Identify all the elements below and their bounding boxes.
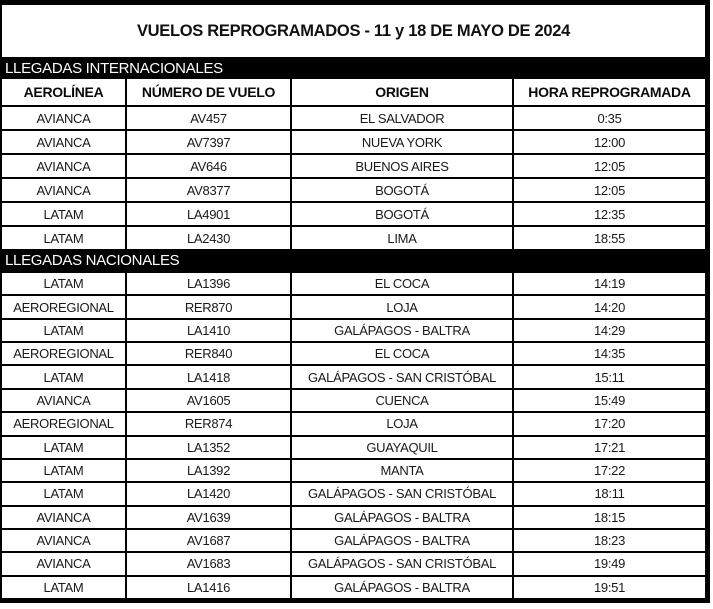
cell-time: 14:19 [512,273,705,294]
cell-origin: EL SALVADOR [290,107,512,129]
section-header-bar [2,57,705,79]
cell-flight: AV1605 [125,390,290,411]
cell-origin: LIMA [290,227,512,249]
cell-origin: GALÁPAGOS - BALTRA [290,577,512,598]
cell-flight: AV1683 [125,553,290,574]
cell-time: 12:05 [512,155,705,177]
cell-flight: LA1352 [125,437,290,458]
column-header-origin: ORIGEN [290,79,512,105]
cell-flight: LA1418 [125,366,290,387]
cell-airline: LATAM [43,230,84,246]
cell-airline: LATAM [43,486,84,502]
table-row [2,153,705,177]
cell-origin: GALÁPAGOS - BALTRA [290,507,512,528]
cell-origin: GALÁPAGOS - BALTRA [290,320,512,341]
cell-airline: LATAM [43,369,84,385]
cell-airline: AEROREGIONAL [13,416,114,432]
page-title: VUELOS REPROGRAMADOS - 11 y 18 DE MAYO DE 2024 [136,21,571,40]
table-row [2,364,705,387]
cell-time: 17:20 [512,413,705,434]
cell-origin: BOGOTÁ [290,179,512,201]
cell-airline: LATAM [43,439,84,455]
column-header-row [2,79,705,105]
cell-time: 12:35 [512,203,705,225]
cell-flight: AV7397 [125,131,290,153]
cell-flight: RER870 [125,296,290,317]
cell-airline: AVIANCA [36,533,91,549]
cell-time: 12:00 [512,131,705,153]
section-label: LLEGADAS NACIONALES [5,251,180,269]
cell-flight: AV1639 [125,507,290,528]
cell-flight: LA2430 [125,227,290,249]
table-row [2,551,705,574]
cell-airline: LATAM [43,322,84,338]
section-label: LLEGADAS INTERNACIONALES [5,59,223,77]
cell-origin: MANTA [290,460,512,481]
cell-flight: RER840 [125,343,290,364]
cell-origin: EL COCA [290,273,512,294]
table-row [2,341,705,364]
cell-flight: LA1392 [125,460,290,481]
cell-origin: LOJA [290,413,512,434]
cell-airline: AVIANCA [36,134,91,150]
cell-time: 14:35 [512,343,705,364]
cell-flight: LA1420 [125,483,290,504]
cell-airline: AVIANCA [36,182,91,198]
cell-airline: AVIANCA [36,556,91,572]
cell-time: 14:29 [512,320,705,341]
section-0 [2,57,705,249]
cell-airline: LATAM [43,276,84,292]
cell-airline: AVIANCA [36,509,91,525]
cell-origin: BUENOS AIRES [290,155,512,177]
table-row [2,575,705,598]
column-header-flight: NÚMERO DE VUELO [125,79,290,105]
table-row [2,201,705,225]
cell-time: 15:11 [512,366,705,387]
cell-origin: GALÁPAGOS - SAN CRISTÓBAL [290,366,512,387]
cell-airline: LATAM [43,579,84,595]
cell-origin: CUENCA [290,390,512,411]
cell-flight: AV8377 [125,179,290,201]
table-row [2,388,705,411]
table-row [2,225,705,249]
cell-flight: AV646 [125,155,290,177]
cell-time: 0:35 [512,107,705,129]
cell-flight: LA1396 [125,273,290,294]
table-row [2,177,705,201]
cell-time: 18:23 [512,530,705,551]
cell-time: 19:51 [512,577,705,598]
title-band [2,5,705,57]
cell-flight: RER874 [125,413,290,434]
table-row [2,129,705,153]
cell-flight: AV1687 [125,530,290,551]
table-row [2,294,705,317]
cell-airline: AVIANCA [36,158,91,174]
cell-time: 19:49 [512,553,705,574]
cell-time: 14:20 [512,296,705,317]
cell-time: 17:22 [512,460,705,481]
table-row [2,528,705,551]
cell-time: 18:11 [512,483,705,504]
cell-time: 15:49 [512,390,705,411]
cell-origin: BOGOTÁ [290,203,512,225]
cell-airline: AEROREGIONAL [13,346,114,362]
cell-airline: LATAM [43,206,84,222]
cell-flight: AV457 [125,107,290,129]
cell-origin: EL COCA [290,343,512,364]
table-row [2,435,705,458]
cell-time: 17:21 [512,437,705,458]
cell-origin: GUAYAQUIL [290,437,512,458]
table-row [2,411,705,434]
cell-origin: LOJA [290,296,512,317]
column-header-time: HORA REPROGRAMADA [512,79,705,105]
column-header-airline: AEROLÍNEA [23,84,104,100]
cell-time: 18:15 [512,507,705,528]
table-row [2,105,705,129]
section-1 [2,249,705,598]
table-row [2,481,705,504]
cell-time: 12:05 [512,179,705,201]
cell-airline: LATAM [43,463,84,479]
cell-airline: AEROREGIONAL [13,299,114,315]
table-row [2,318,705,341]
cell-flight: LA4901 [125,203,290,225]
table-row [2,505,705,528]
cell-time: 18:55 [512,227,705,249]
cell-origin: GALÁPAGOS - SAN CRISTÓBAL [290,483,512,504]
cell-origin: GALÁPAGOS - BALTRA [290,530,512,551]
sections-root [2,57,705,598]
cell-flight: LA1416 [125,577,290,598]
table-row [2,458,705,481]
cell-airline: AVIANCA [36,392,91,408]
cell-origin: GALÁPAGOS - SAN CRISTÓBAL [290,553,512,574]
cell-origin: NUEVA YORK [290,131,512,153]
cell-airline: AVIANCA [36,110,91,126]
section-header-bar [2,249,705,271]
table-row [2,271,705,294]
cell-flight: LA1410 [125,320,290,341]
